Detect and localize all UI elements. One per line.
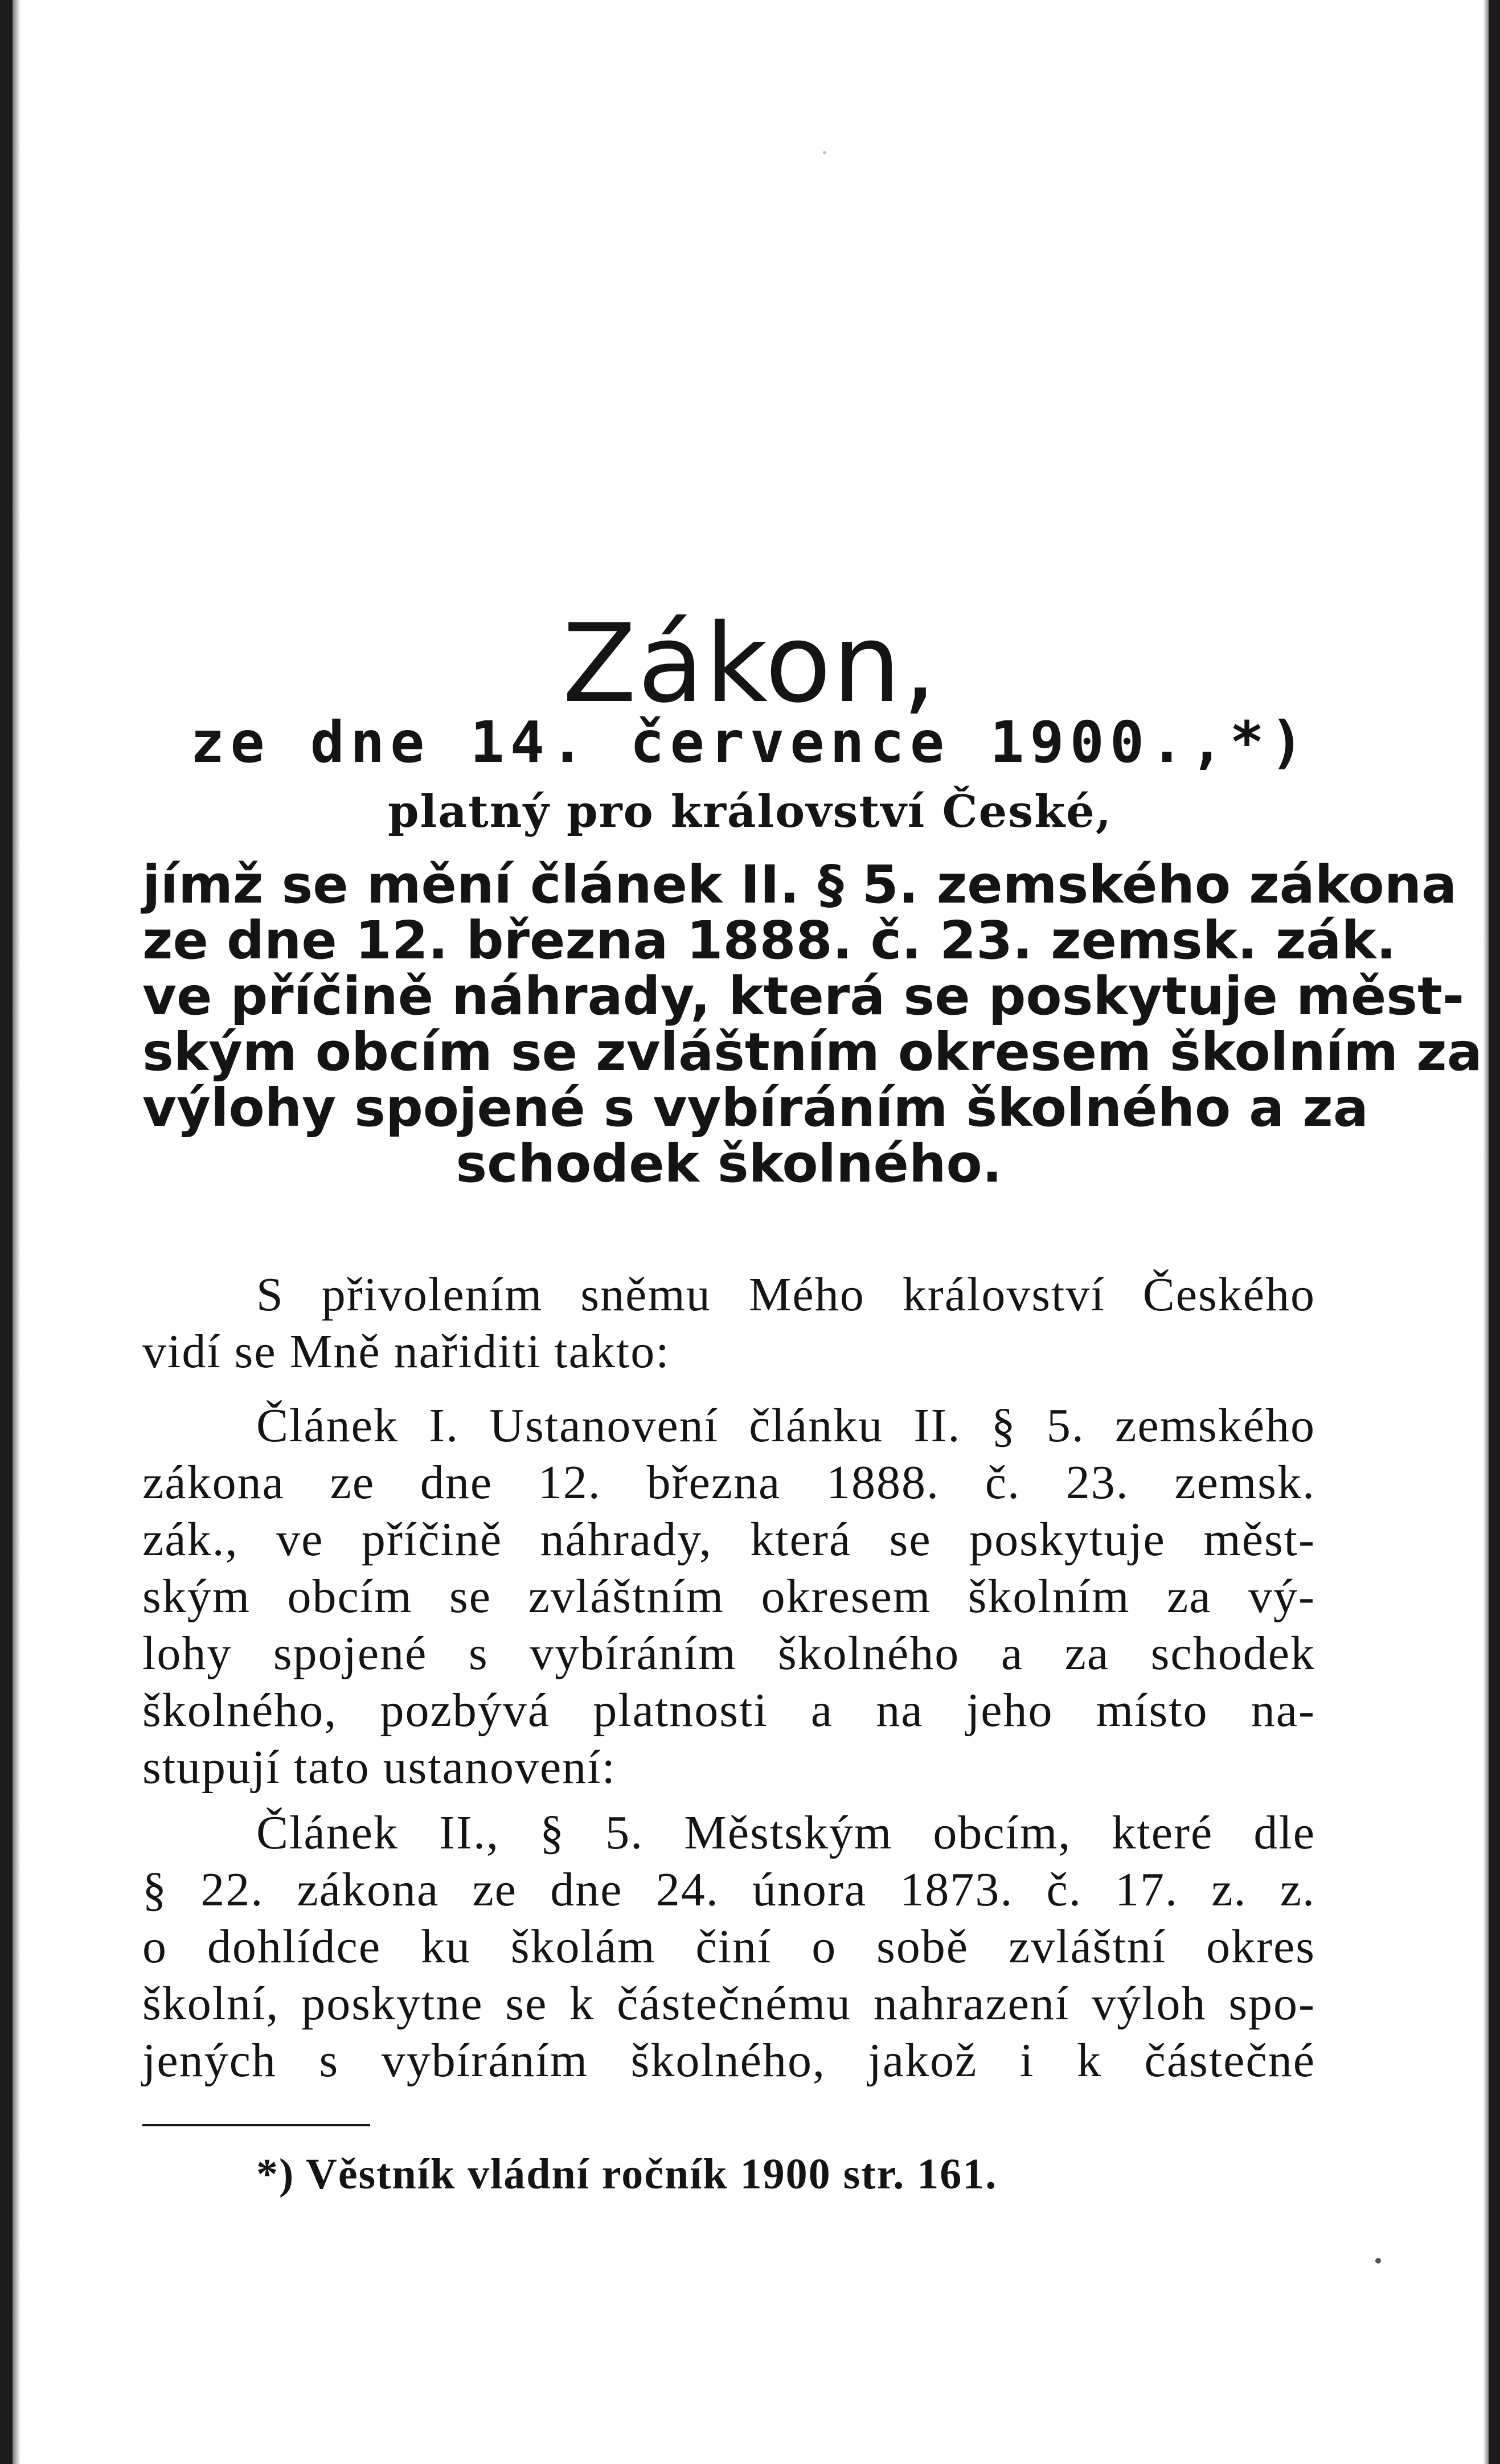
article-1-line: stupují tato ustanovení:	[142, 1741, 616, 1794]
article-2-line: Článek II., § 5. Městským obcím, které dle	[256, 1806, 1315, 1859]
footnote-divider	[142, 2124, 370, 2126]
article-1-line: Článek I. Ustanovení článku II. § 5. zemského	[256, 1399, 1315, 1452]
article-2-line: jených s vybíráním školného, jakož i k částečné	[142, 2034, 1315, 2087]
subtitle-line: výlohy spojené s vybíráním školného a za	[142, 1077, 1368, 1138]
article-2-line: § 22. zákona ze dne 24. února 1873. č. 17. z. z.	[142, 1863, 1315, 1916]
article-1-line: zák., ve příčině náhrady, která se poskytuje měst-	[142, 1513, 1315, 1566]
preamble-line: vidí se Mně nařiditi takto:	[142, 1325, 670, 1378]
scan-edge-right-shadow	[1483, 0, 1489, 2464]
validity-line: platný pro království České,	[388, 786, 1112, 838]
article-1-line: lohy spojené s vybíráním školného a za schodek	[142, 1627, 1315, 1680]
subtitle-line: ve příčině náhrady, která se poskytuje měst-	[142, 966, 1465, 1027]
subtitle-line: ským obcím se zvláštním okresem školním za	[142, 1022, 1482, 1083]
article-2-line: školní, poskytne se k částečnému nahrazení výloh spo-	[142, 1977, 1315, 2030]
article-1-line: ským obcím se zvláštním okresem školním za vý-	[142, 1570, 1315, 1623]
subtitle-line: ze dne 12. března 1888. č. 23. zemsk. zák.	[142, 910, 1396, 971]
subtitle-line: jímž se mění článek II. § 5. zemského zákona	[142, 854, 1457, 915]
scan-speck	[1375, 2258, 1381, 2264]
scan-edge-left-shadow	[13, 0, 21, 2464]
article-1-line: školného, pozbývá platnosti a na jeho místo na-	[142, 1684, 1315, 1737]
page-title: Zákon,	[562, 601, 938, 727]
scan-edge-right	[1489, 0, 1500, 2464]
article-2-line: o dohlídce ku školám činí o sobě zvláštní okres	[142, 1920, 1315, 1973]
article-1-line: zákona ze dne 12. března 1888. č. 23. zemsk.	[142, 1456, 1315, 1509]
subtitle-line: schodek školného.	[456, 1133, 1002, 1194]
footnote: *) Věstník vládní ročník 1900 str. 161.	[256, 2150, 998, 2198]
scan-speck	[823, 151, 826, 154]
preamble-line: S přivolením sněmu Mého království Českého	[256, 1268, 1315, 1321]
law-date: ze dne 14. července 1900.,*)	[190, 709, 1310, 776]
scan-edge-left	[0, 0, 13, 2464]
